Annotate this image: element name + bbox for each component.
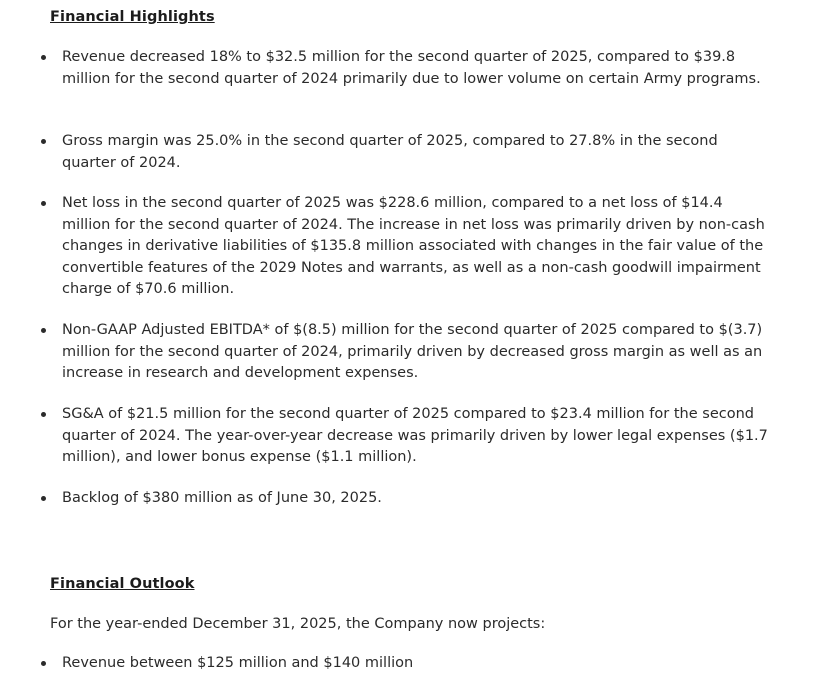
bullet-icon — [41, 412, 46, 417]
list-item-text: Non-GAAP Adjusted EBITDA* of $(8.5) million for the second quarter of 2025 compared to $(3.7) million for the second quarter of 2024, primarily driven by decreased gross margin as well as an increase in research and development expenses. — [62, 322, 763, 381]
financial-highlights-heading: Financial Highlights — [50, 9, 215, 25]
bullet-icon — [41, 661, 46, 666]
list-item — [62, 320, 774, 385]
bullet-icon — [41, 201, 46, 206]
list-item — [62, 488, 774, 510]
list-item-text: Revenue between $125 million and $140 million — [62, 655, 414, 671]
list-item — [62, 131, 774, 174]
list-item-text: Revenue decreased 18% to $32.5 million for the second quarter of 2025, compared to $39.8 million for the second quarter of 2024 primarily due to lower volume on certain Army programs. — [62, 49, 761, 87]
outlook-intro: For the year-ended December 31, 2025, the Company now projects: — [50, 616, 546, 632]
list-item — [62, 404, 774, 469]
list-item — [62, 193, 774, 301]
list-item-text: SG&A of $21.5 million for the second quarter of 2025 compared to $23.4 million for the second quarter of 2024. The year-over-year decrease was primarily driven by lower legal expenses ($1.7 million), and lower bonus expense ($1.1 million). — [62, 406, 768, 465]
list-item — [62, 47, 774, 90]
list-item-text: Gross margin was 25.0% in the second quarter of 2025, compared to 27.8% in the second quarter of 2024. — [62, 133, 718, 171]
bullet-icon — [41, 496, 46, 501]
financial-outlook-heading: Financial Outlook — [50, 576, 195, 592]
list-item — [62, 653, 774, 675]
bullet-icon — [41, 55, 46, 60]
list-item-text: Backlog of $380 million as of June 30, 2025. — [62, 490, 382, 506]
list-item-text: Net loss in the second quarter of 2025 was $228.6 million, compared to a net loss of $14.4 million for the second quarter of 2024. The increase in net loss was primarily driven by non-cash changes in derivative liabilities of $135.8 million associated with changes in the fair value of the convertible features of the 2029 Notes and warrants, as well as a non-cash goodwill impairment charge of $70.6 million. — [62, 195, 765, 297]
bullet-icon — [41, 328, 46, 333]
bullet-icon — [41, 139, 46, 144]
